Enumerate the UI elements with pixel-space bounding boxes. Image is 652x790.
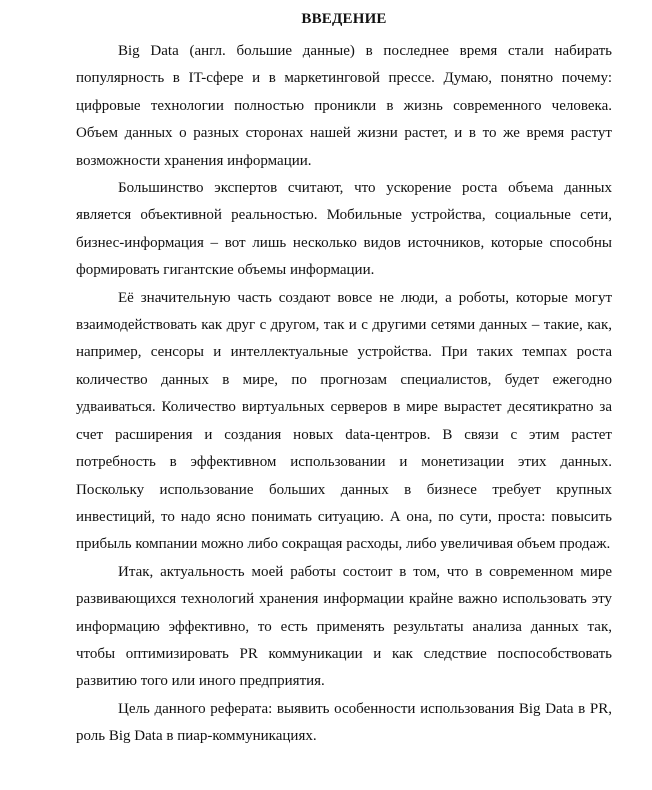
paragraph-relevance: Итак, актуальность моей работы состоит в том, что в современном мире развивающихся технологий хранения информации крайне важно использовать эту информацию эффективно, то есть применять результаты анализа данных так, чтобы оптимизировать PR коммуникации и как следствие поспособствовать развитию того или иного предприятия.: [76, 563, 612, 690]
paragraph-goal: Цель данного реферата: выявить особенности использования Big Data в PR, роль Big Data в пиар-коммуникациях.: [76, 700, 612, 745]
document-page: [76, 10, 612, 751]
document-title: ВВЕДЕНИЕ: [301, 11, 387, 27]
paragraph-robots: Её значительную часть создают вовсе не люди, а роботы, которые могут взаимодействовать как друг с другом, так и с другими сетями данных – такие, как, например, сенсоры и интеллектуальные устройства. При таких темпах роста количество данных в мире, по прогнозам специалистов, будет ежегодно удваиваться. Количество виртуальных серверов в мире вырастет десятикратно за счет расширения и создания новых data-центров. В связи с этим растет потребность в эффективном использовании и монетизации этих данных. Поскольку использование больших данных в бизнесе требует крупных инвестиций, то надо ясно понимать ситуацию. А она, по сути, проста: повысить прибыль компании можно либо сокращая расходы, либо увеличивая объем продаж.: [76, 289, 612, 553]
paragraph-experts: Большинство экспертов считают, что ускорение роста объема данных является объективной реальностью. Мобильные устройства, социальные сети, бизнес-информация – вот лишь несколько видов источников, которые способны формировать гигантские объемы информации.: [76, 180, 612, 279]
paragraph-intro: Big Data (англ. большие данные) в последнее время стали набирать популярность в IT-сфере и в маркетинговой прессе. Думаю, понятно почему: цифровые технологии полностью проникли в жизнь современного человека. Объем данных о разных сторонах нашей жизни растет, и в то же время растут возможности хранения информации.: [76, 43, 612, 169]
